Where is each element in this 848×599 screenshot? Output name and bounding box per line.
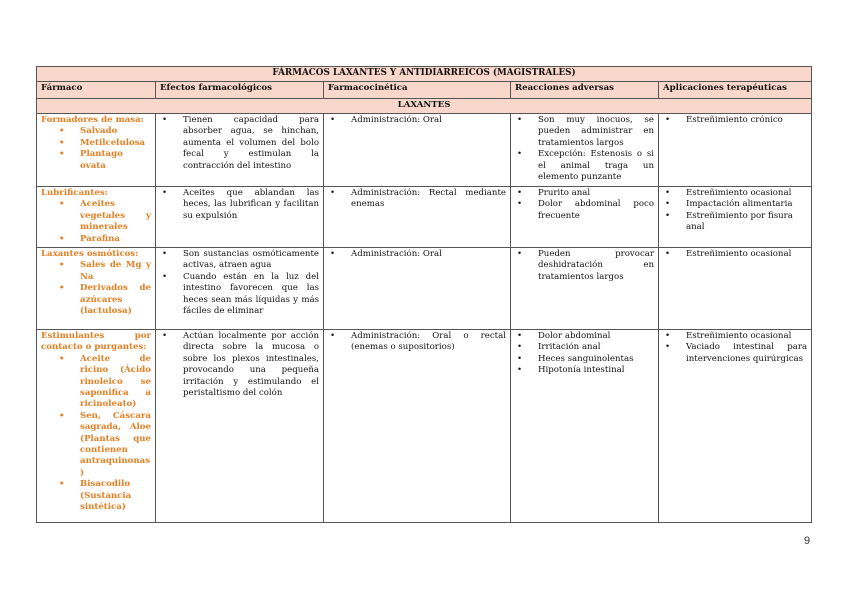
drug-list bbox=[41, 199, 151, 245]
drug-item: • Bisacodilo (Sustancia sintética) bbox=[77, 479, 151, 513]
effects-list bbox=[160, 188, 319, 222]
adverse-cell bbox=[511, 114, 659, 187]
table-row bbox=[37, 187, 812, 248]
applications-cell bbox=[659, 114, 812, 187]
drug-category: Laxantes osmóticos: bbox=[41, 249, 139, 259]
table-row bbox=[37, 248, 812, 330]
pharmacokinetics-list bbox=[328, 115, 506, 126]
pharmacokinetics-item: • Administración: Oral bbox=[348, 115, 506, 126]
effect-item: • Tienen capacidad para absorber agua, se hinchan, aumenta el volumen del bolo fecal y estimulan la contracción del intestino bbox=[180, 115, 319, 172]
pharmacokinetics-list bbox=[328, 331, 506, 354]
adverse-item: • Pueden provocar deshidratación en tratamientos largos bbox=[535, 249, 654, 283]
adverse-list bbox=[515, 188, 654, 222]
pharmacokinetics-item: • Administración: Oral bbox=[348, 249, 506, 260]
application-item: • Estreñimiento ocasional bbox=[683, 331, 807, 342]
effect-item: • Cuando están en la luz del intestino favorecen que las heces sean más líquidas y más fáciles de eliminar bbox=[180, 272, 319, 318]
application-item: • Impactación alimentaria bbox=[683, 199, 807, 210]
drug-category: Formadores de masa: bbox=[41, 115, 144, 125]
pharmacokinetics-cell bbox=[324, 187, 511, 248]
application-item: • Estreñimiento por fisura anal bbox=[683, 211, 807, 234]
adverse-item: • Prurito anal bbox=[535, 188, 654, 199]
drug-item: • Aceite de ricino (Ácido rinoleico se saponifica a ricinoleato) bbox=[77, 354, 151, 411]
drug-item: • Sen, Cáscara sagrada, Aloe (Plantas que contienen antraquinonas) bbox=[77, 411, 151, 479]
header-aplicaciones: Aplicaciones terapéuticas bbox=[659, 82, 812, 99]
table-header-row bbox=[37, 82, 812, 99]
adverse-item: • Dolor abdominal poco frecuente bbox=[535, 199, 654, 222]
applications-cell bbox=[659, 248, 812, 330]
adverse-item: • Heces sanguinolentas bbox=[535, 354, 654, 365]
application-item: • Estreñimiento ocasional bbox=[683, 188, 807, 199]
table-title-row bbox=[37, 67, 812, 82]
effect-item: • Aceites que ablandan las heces, las lubrifican y facilitan su expulsión bbox=[180, 188, 319, 222]
section-row bbox=[37, 99, 812, 114]
page-number: 9 bbox=[804, 535, 811, 547]
adverse-list bbox=[515, 331, 654, 377]
pharmacokinetics-list bbox=[328, 249, 506, 260]
header-efectos: Efectos farmacológicos bbox=[156, 82, 324, 99]
table-title: FÁRMACOS LAXANTES Y ANTIDIARREICOS (MAGISTRALES) bbox=[37, 67, 812, 82]
adverse-item: • Irritación anal bbox=[535, 342, 654, 353]
effect-item: • Actúan localmente por acción directa sobre la mucosa o sobre los plexos intestinales, provocando una pequeña irritación y estimulando el peristaltismo del colón bbox=[180, 331, 319, 399]
drug-item: • Sales de Mg y Na bbox=[77, 260, 151, 283]
pharmacokinetics-list bbox=[328, 188, 506, 211]
table-row bbox=[37, 114, 812, 187]
table-row bbox=[37, 330, 812, 523]
drug-item: • Derivados de azúcares (lactulosa) bbox=[77, 283, 151, 317]
application-item: • Estreñimiento ocasional bbox=[683, 249, 807, 260]
drug-table bbox=[36, 66, 812, 523]
applications-list bbox=[663, 331, 807, 365]
drug-category: Lubrificantes: bbox=[41, 188, 108, 198]
drug-cell bbox=[37, 187, 156, 248]
effects-list bbox=[160, 115, 319, 172]
application-item: • Vaciado intestinal para intervenciones quirúrgicas bbox=[683, 342, 807, 365]
effects-cell bbox=[156, 330, 324, 523]
section-title: LAXANTES bbox=[37, 99, 812, 114]
applications-list bbox=[663, 188, 807, 234]
adverse-cell bbox=[511, 330, 659, 523]
adverse-list bbox=[515, 249, 654, 283]
header-reacciones: Reacciones adversas bbox=[511, 82, 659, 99]
drug-item: • Plantago ovata bbox=[77, 149, 151, 172]
applications-cell bbox=[659, 330, 812, 523]
drug-item: • Salvado bbox=[77, 126, 151, 137]
applications-list bbox=[663, 115, 807, 126]
effects-cell bbox=[156, 187, 324, 248]
pharmacokinetics-cell bbox=[324, 114, 511, 187]
header-farmaco: Fármaco bbox=[37, 82, 156, 99]
application-item: • Estreñimiento crónico bbox=[683, 115, 807, 126]
applications-cell bbox=[659, 187, 812, 248]
drug-category: Estimulantes por contacto o purgantes: bbox=[41, 331, 151, 353]
pharmacokinetics-cell bbox=[324, 330, 511, 523]
header-farmacocinetica: Farmacocinética bbox=[324, 82, 511, 99]
adverse-cell bbox=[511, 248, 659, 330]
adverse-list bbox=[515, 115, 654, 183]
pharmacokinetics-item: • Administración: Oral o rectal (enemas o supositorios) bbox=[348, 331, 506, 354]
drug-item: • Metilcelulosa bbox=[77, 138, 151, 149]
adverse-cell bbox=[511, 187, 659, 248]
drug-cell bbox=[37, 114, 156, 187]
drug-cell bbox=[37, 248, 156, 330]
drug-item: • Parafina bbox=[77, 234, 151, 245]
adverse-item: • Hipotonía intestinal bbox=[535, 365, 654, 376]
drug-list bbox=[41, 126, 151, 172]
effects-cell bbox=[156, 248, 324, 330]
drug-list bbox=[41, 260, 151, 317]
adverse-item: • Excepción: Estenosis o si el animal traga un elemento punzante bbox=[535, 149, 654, 183]
adverse-item: • Son muy inocuos, se pueden administrar en tratamientos largos bbox=[535, 115, 654, 149]
effects-list bbox=[160, 331, 319, 399]
pharmacokinetics-cell bbox=[324, 248, 511, 330]
applications-list bbox=[663, 249, 807, 260]
pharmacokinetics-item: • Administración: Rectal mediante enemas bbox=[348, 188, 506, 211]
effects-list bbox=[160, 249, 319, 317]
adverse-item: • Dolor abdominal bbox=[535, 331, 654, 342]
effects-cell bbox=[156, 114, 324, 187]
drug-item: • Aceites vegetales y minerales bbox=[77, 199, 151, 233]
drug-cell bbox=[37, 330, 156, 523]
effect-item: • Son sustancias osmóticamente activas, atraen agua bbox=[180, 249, 319, 272]
drug-list bbox=[41, 354, 151, 514]
